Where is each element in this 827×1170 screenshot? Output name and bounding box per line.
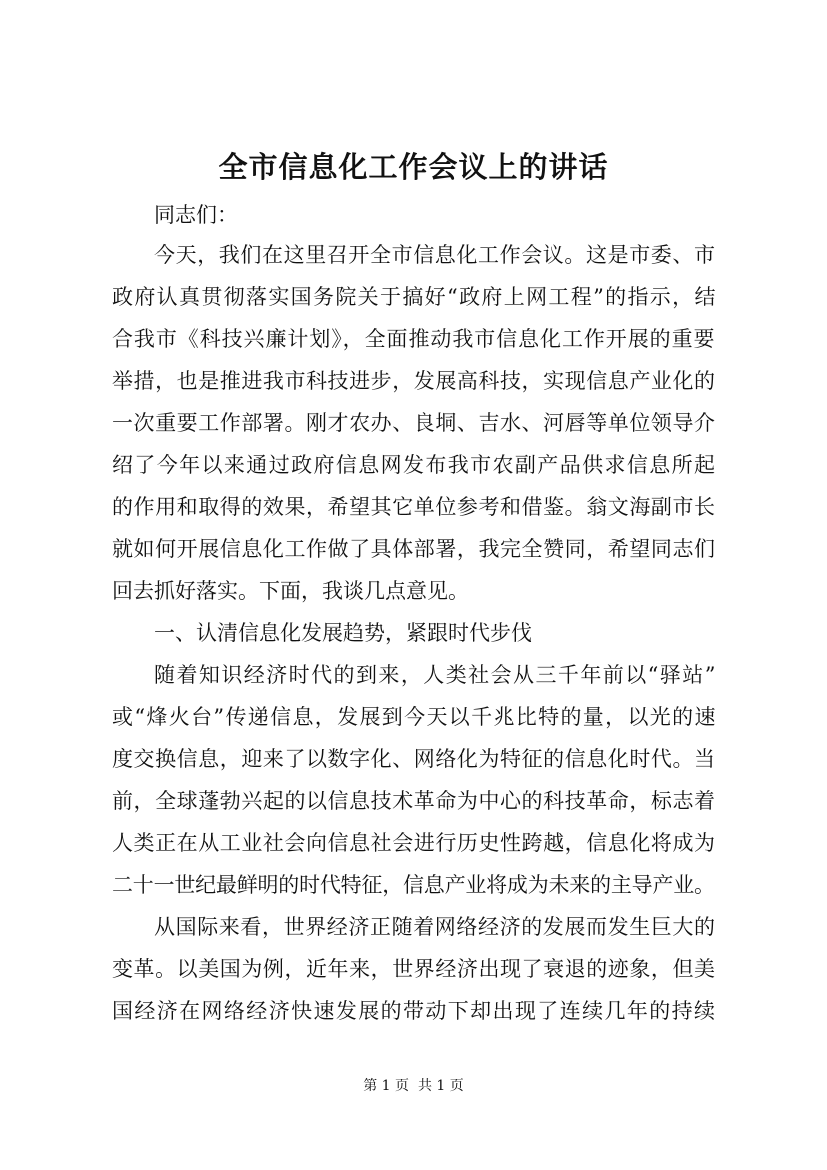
paragraph-line: 或“烽火台”传递信息，发展到今天以千兆比特的量，以光的速	[112, 705, 717, 729]
paragraph-line: 人类正在从工业社会向信息社会进行历史性跨越，信息化将成为	[112, 831, 716, 855]
paragraph-line: 政府认真贯彻落实国务院关于搞好“政府上网工程”的指示，结	[112, 285, 717, 309]
paragraph-line: 二十一世纪最鲜明的时代特征，信息产业将成为未来的主导产业。	[112, 873, 715, 897]
paragraph-line: 合我市《科技兴廉计划》，全面推动我市信息化工作开展的重要	[112, 327, 716, 351]
section-heading: 一、认清信息化发展趋势，紧跟时代步伐	[154, 621, 532, 645]
paragraph-line: 国经济在网络经济快速发展的带动下却出现了连续几年的持续	[112, 999, 717, 1023]
paragraph-line: 举措，也是推进我市科技进步，发展高科技，实现信息产业化的	[112, 369, 716, 393]
paragraph-line: 绍了今年以来通过政府信息网发布我市农副产品供求信息所起	[112, 453, 717, 477]
page-footer: 第 1 页 共 1 页	[363, 1078, 464, 1094]
paragraph-line: 今天，我们在这里召开全市信息化工作会议。这是市委、市	[154, 243, 716, 267]
paragraph-line: 一次重要工作部署。刚才农办、良垌、吉水、河唇等单位领导介	[112, 411, 716, 435]
paragraph-line: 从国际来看，世界经济正随着网络经济的发展而发生巨大的	[154, 915, 716, 939]
paragraph-line: 回去抓好落实。下面，我谈几点意见。	[112, 579, 469, 603]
paragraph-line: 度交换信息，迎来了以数字化、网络化为特征的信息化时代。当	[112, 747, 716, 771]
paragraph-line: 的作用和取得的效果，希望其它单位参考和借鉴。翁文海副市长	[112, 495, 716, 519]
paragraph-line: 随着知识经济时代的到来，人类社会从三千年前以“驿站”	[154, 663, 717, 687]
paragraph-line: 变革。以美国为例，近年来，世界经济出现了衰退的迹象，但美	[112, 957, 716, 981]
paragraph-line: 就如何开展信息化工作做了具体部署，我完全赞同，希望同志们	[112, 537, 716, 561]
salutation: 同志们：	[154, 203, 238, 227]
document-title: 全市信息化工作会议上的讲话	[218, 150, 609, 184]
paragraph-line: 前，全球蓬勃兴起的以信息技术革命为中心的科技革命，标志着	[112, 789, 716, 813]
